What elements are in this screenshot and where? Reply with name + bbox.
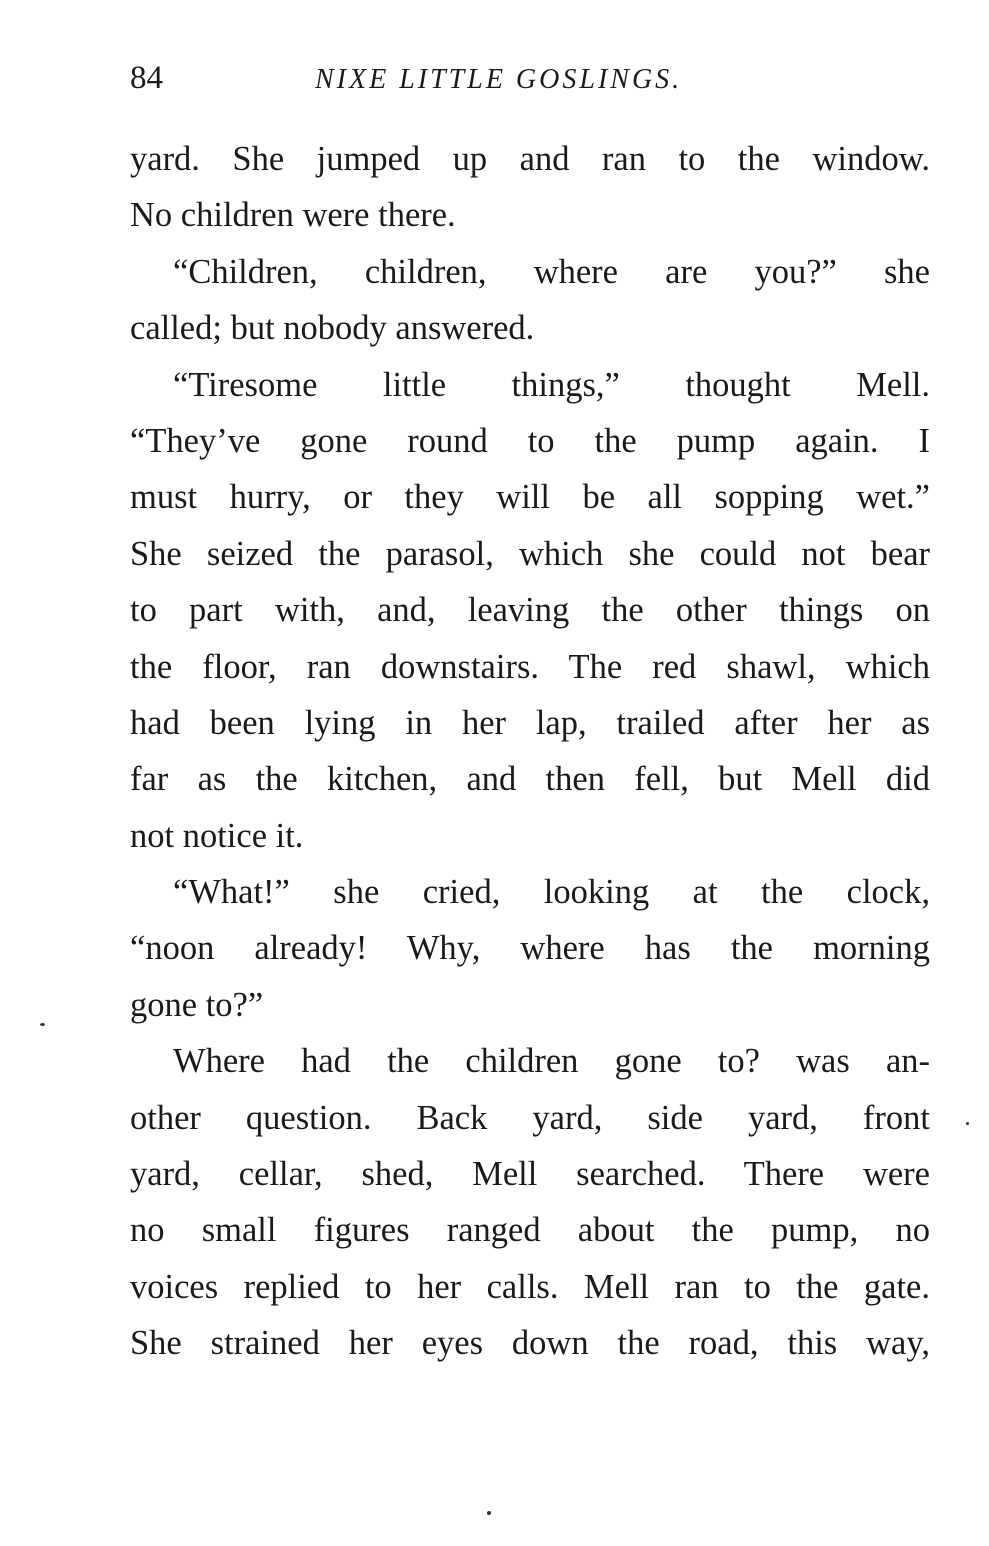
page-number: 84 [130,60,163,96]
text-line: “What!” she cried, looking at the clock, [173,873,930,912]
text-line: She seized the parasol, which she could not bear [130,534,930,573]
text-line: called; but nobody answered. [130,309,535,348]
text-line: had been lying in her lap, trailed after her as [130,703,930,742]
text-line: other question. Back yard, side yard, front [130,1098,930,1137]
text-line: yard. She jumped up and ran to the window. [130,140,930,178]
text-line: “Children, children, where are you?” she [173,252,930,291]
text-line: must hurry, or they will be all sopping wet.” [130,478,930,517]
text-line: No children were there. [130,196,456,235]
text-line: yard, cellar, shed, Mell searched. There were [130,1155,930,1194]
text-line: “noon already! Why, where has the morning [130,929,930,968]
page-header [130,58,930,102]
text-line: voices replied to her calls. Mell ran to the gate. [130,1267,930,1306]
scan-speck [40,1023,45,1026]
text-line: to part with, and, leaving the other things on [130,591,930,630]
text-line: gone to?” [130,985,264,1024]
text-line: Where had the children gone to? was an- [173,1042,930,1081]
text-line: not notice it. [130,816,304,855]
text-line: “Tiresome little things,” thought Mell. [173,365,930,404]
text-line: “They’ve gone round to the pump again. I [130,421,930,460]
scan-speck [487,1511,491,1515]
text-line: the floor, ran downstairs. The red shawl, which [130,647,930,686]
text-line: no small figures ranged about the pump, no [130,1211,930,1250]
text-line: She strained her eyes down the road, this way, [130,1324,930,1363]
body-text [130,131,930,1372]
scan-speck [966,1122,969,1125]
text-line: far as the kitchen, and then fell, but Mell did [130,760,930,799]
running-title: NIXE LITTLE GOSLINGS. [315,64,683,95]
